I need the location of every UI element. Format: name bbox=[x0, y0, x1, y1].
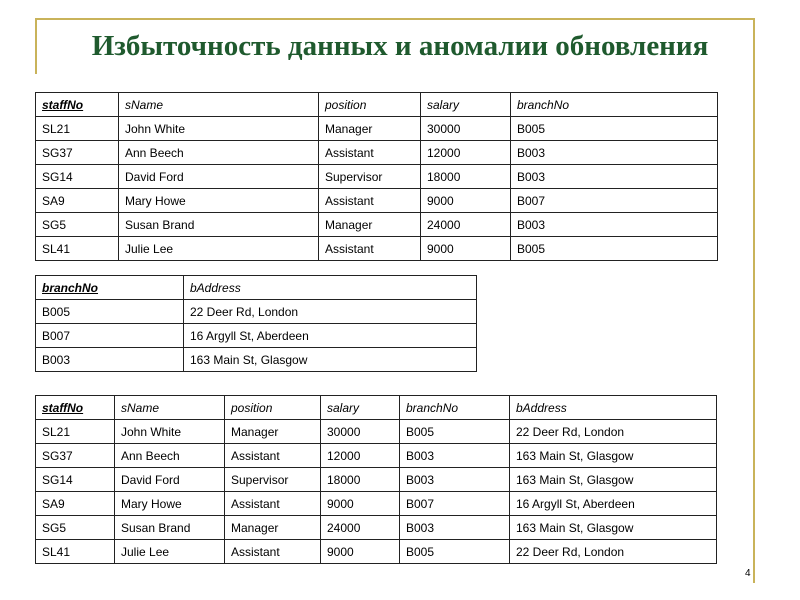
column-header: bAddress bbox=[510, 396, 717, 420]
table-cell: SL21 bbox=[36, 117, 119, 141]
column-header: staffNo bbox=[36, 93, 119, 117]
table-cell: B003 bbox=[511, 213, 718, 237]
column-header: branchNo bbox=[511, 93, 718, 117]
table-cell: SG37 bbox=[36, 141, 119, 165]
table-cell: Ann Beech bbox=[115, 444, 225, 468]
table-cell: David Ford bbox=[119, 165, 319, 189]
table-row bbox=[36, 165, 718, 189]
header-row bbox=[36, 93, 718, 117]
table-cell: Manager bbox=[319, 213, 421, 237]
table-cell: 18000 bbox=[421, 165, 511, 189]
table-cell: SG5 bbox=[36, 516, 115, 540]
slide-frame-top bbox=[35, 18, 755, 20]
slide-frame-right bbox=[753, 18, 755, 583]
table-cell: Mary Howe bbox=[115, 492, 225, 516]
table-cell: Mary Howe bbox=[119, 189, 319, 213]
table-cell: B007 bbox=[400, 492, 510, 516]
column-header: salary bbox=[321, 396, 400, 420]
table-cell: 16 Argyll St, Aberdeen bbox=[184, 324, 477, 348]
table-cell: Susan Brand bbox=[119, 213, 319, 237]
table-cell: B003 bbox=[400, 444, 510, 468]
table-row bbox=[36, 141, 718, 165]
column-header: bAddress bbox=[184, 276, 477, 300]
table-row bbox=[36, 468, 717, 492]
column-header: staffNo bbox=[36, 396, 115, 420]
table-cell: SG14 bbox=[36, 165, 119, 189]
table-row bbox=[36, 420, 717, 444]
table-row bbox=[36, 213, 718, 237]
table-cell: 18000 bbox=[321, 468, 400, 492]
table-cell: 24000 bbox=[421, 213, 511, 237]
column-header: sName bbox=[119, 93, 319, 117]
table-cell: 30000 bbox=[421, 117, 511, 141]
table-cell: B005 bbox=[400, 540, 510, 564]
table-cell: Supervisor bbox=[319, 165, 421, 189]
table-cell: Supervisor bbox=[225, 468, 321, 492]
table-cell: SG5 bbox=[36, 213, 119, 237]
column-header: salary bbox=[421, 93, 511, 117]
column-header: sName bbox=[115, 396, 225, 420]
table-cell: Julie Lee bbox=[119, 237, 319, 261]
column-header: position bbox=[319, 93, 421, 117]
table-cell: SG37 bbox=[36, 444, 115, 468]
table-cell: Assistant bbox=[319, 189, 421, 213]
table-cell: Ann Beech bbox=[119, 141, 319, 165]
header-row bbox=[36, 396, 717, 420]
table-cell: Assistant bbox=[225, 444, 321, 468]
branch-table bbox=[35, 275, 477, 372]
table-cell: SL41 bbox=[36, 237, 119, 261]
table-cell: B005 bbox=[511, 117, 718, 141]
table-cell: Manager bbox=[319, 117, 421, 141]
table-row bbox=[36, 540, 717, 564]
table-cell: 163 Main St, Glasgow bbox=[510, 516, 717, 540]
table-cell: 22 Deer Rd, London bbox=[184, 300, 477, 324]
table-row bbox=[36, 348, 477, 372]
table-cell: Manager bbox=[225, 420, 321, 444]
table-cell: B005 bbox=[400, 420, 510, 444]
table-cell: 163 Main St, Glasgow bbox=[184, 348, 477, 372]
table-cell: 16 Argyll St, Aberdeen bbox=[510, 492, 717, 516]
table-cell: Julie Lee bbox=[115, 540, 225, 564]
table-cell: David Ford bbox=[115, 468, 225, 492]
table-cell: B007 bbox=[36, 324, 184, 348]
table-row bbox=[36, 117, 718, 141]
table-cell: Assistant bbox=[225, 492, 321, 516]
table-cell: 9000 bbox=[421, 237, 511, 261]
page-number: 4 bbox=[745, 568, 751, 579]
table-cell: SL21 bbox=[36, 420, 115, 444]
table-row bbox=[36, 324, 477, 348]
table-cell: B005 bbox=[36, 300, 184, 324]
table-row bbox=[36, 189, 718, 213]
table-cell: B003 bbox=[511, 141, 718, 165]
table-cell: Assistant bbox=[319, 141, 421, 165]
table-cell: 9000 bbox=[321, 492, 400, 516]
table-cell: SL41 bbox=[36, 540, 115, 564]
column-header: branchNo bbox=[400, 396, 510, 420]
table-cell: B003 bbox=[36, 348, 184, 372]
table-cell: 12000 bbox=[321, 444, 400, 468]
table-cell: B003 bbox=[400, 516, 510, 540]
table-cell: 30000 bbox=[321, 420, 400, 444]
table-cell: 163 Main St, Glasgow bbox=[510, 444, 717, 468]
table-row bbox=[36, 300, 477, 324]
table-cell: SG14 bbox=[36, 468, 115, 492]
column-header: position bbox=[225, 396, 321, 420]
table-cell: B007 bbox=[511, 189, 718, 213]
table-cell: Assistant bbox=[225, 540, 321, 564]
table-cell: SA9 bbox=[36, 492, 115, 516]
table-cell: 22 Deer Rd, London bbox=[510, 420, 717, 444]
staff-branch-table bbox=[35, 395, 717, 564]
slide-title: Избыточность данных и аномалии обновления bbox=[91, 30, 709, 62]
table-cell: Manager bbox=[225, 516, 321, 540]
table-row bbox=[36, 237, 718, 261]
staff-table bbox=[35, 92, 718, 261]
table-cell: 163 Main St, Glasgow bbox=[510, 468, 717, 492]
table-cell: B003 bbox=[511, 165, 718, 189]
table-cell: 22 Deer Rd, London bbox=[510, 540, 717, 564]
table-cell: B003 bbox=[400, 468, 510, 492]
table-cell: John White bbox=[119, 117, 319, 141]
table-row bbox=[36, 516, 717, 540]
table-cell: Susan Brand bbox=[115, 516, 225, 540]
header-row bbox=[36, 276, 477, 300]
table-cell: 24000 bbox=[321, 516, 400, 540]
table-cell: John White bbox=[115, 420, 225, 444]
table-cell: B005 bbox=[511, 237, 718, 261]
table-row bbox=[36, 444, 717, 468]
table-cell: Assistant bbox=[319, 237, 421, 261]
table-cell: SA9 bbox=[36, 189, 119, 213]
table-row bbox=[36, 492, 717, 516]
table-cell: 9000 bbox=[321, 540, 400, 564]
table-cell: 9000 bbox=[421, 189, 511, 213]
table-cell: 12000 bbox=[421, 141, 511, 165]
column-header: branchNo bbox=[36, 276, 184, 300]
